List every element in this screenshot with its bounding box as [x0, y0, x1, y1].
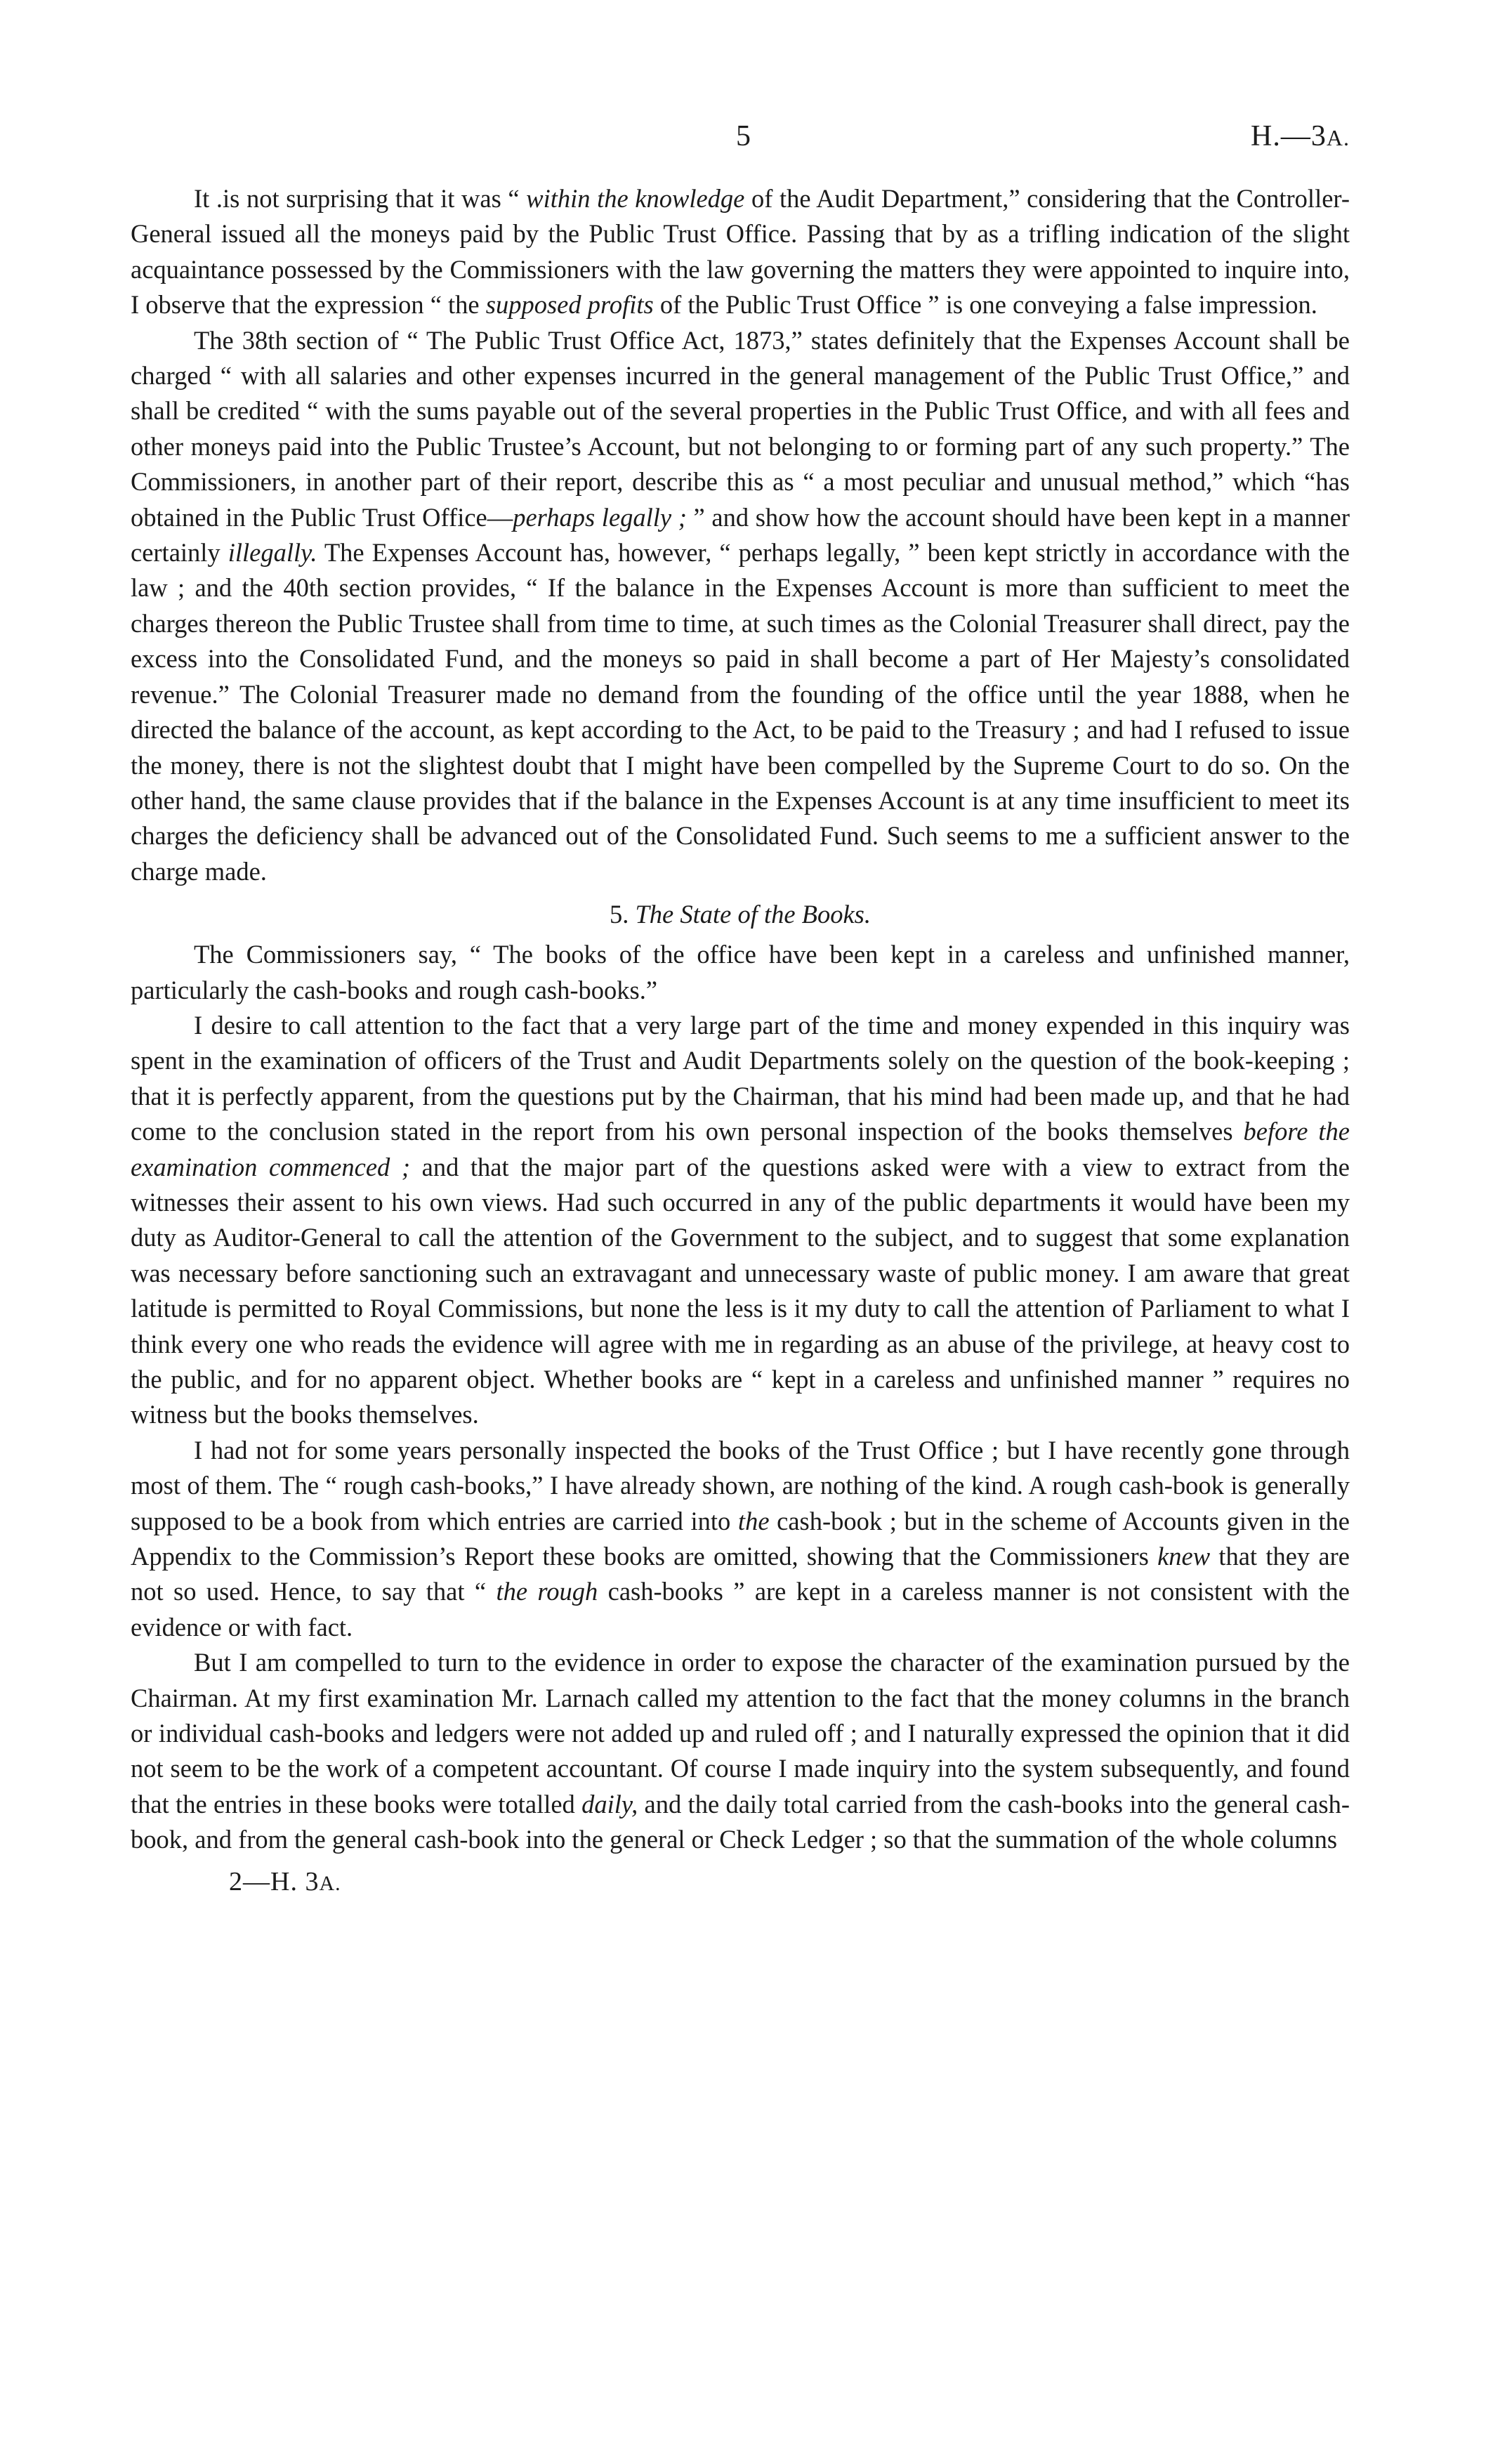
document-code	[1251, 119, 1350, 153]
section-title: The State of the Books.	[635, 900, 872, 929]
section-number: 5.	[609, 900, 636, 929]
paragraph: The Commissioners say, “ The books of the office have been kept in a careless and unfinished manner, particularly the cash-books and rough cash-books.”	[131, 940, 1350, 1004]
paragraph: It .is not surprising that it was “ within the knowledge of the Audit Department,” considering that the Controller-General issued all the moneys paid by the Public Trust Office. Passing that by as a trifling indication of the slight acquaintance possessed by the Commissioners with the law governing the matters they were appointed to inquire into, I observe that the expression “ the supposed profits of the Public Trust Office ” is one conveying a false impression.	[131, 184, 1350, 320]
page-header	[131, 119, 1350, 169]
italic-text: knew	[1157, 1542, 1211, 1571]
italic-text: illegally.	[228, 538, 317, 568]
signature-suffix: A.	[319, 1871, 341, 1895]
italic-text: perhaps legally ;	[513, 502, 687, 532]
paragraph: The 38th section of “ The Public Trust Office Act, 1873,” states definitely that the Expenses Account shall be charged “ with all salaries and other expenses incurred in the general management of the Public Trust Office,” and shall be credited “ with the sums payable out of the several properties in the Public Trust Office, and with all fees and other moneys paid into the Public Trustee’s Account, but not belonging to or forming part of any such property.” The Commissioners, in another part of their report, describe this as “ a most peculiar and unusual method,” which “has obtained in the Public Trust Office—perhaps legally ; ” and show how the account should have been kept in a manner certainly illegally. The Expenses Account has, however, “ perhaps legally, ” been kept strictly in accordance with the law ; and the 40th section provides, “ If the balance in the Expenses Account is more than sufficient to meet the charges thereon the Public Trustee shall from time to time, at such times as the Colonial Treasurer shall direct, pay the excess into the Consolidated Fund, and the moneys so paid in shall become a part of Her Majesty’s consolidated revenue.” The Colonial Treasurer made no demand from the founding of the office until the year 1888, when he directed the balance of the account, as kept according to the Act, to be paid to the Treasury ; and had I refused to issue the money, there is not the slightest doubt that I might have been compelled by the Supreme Court to do so. On the other hand, the same clause provides that if the balance in the Expenses Account is at any time insufficient to meet its charges the deficiency shall be advanced out of the Consolidated Fund. Such seems to me a sufficient answer to the charge made.	[131, 325, 1350, 886]
signature-main: 2—H. 3	[229, 1866, 320, 1896]
italic-text: daily,	[581, 1789, 638, 1818]
body-text	[131, 181, 1350, 1858]
section-heading	[131, 896, 1350, 933]
signature-mark	[229, 1863, 1350, 1902]
document-page	[131, 119, 1350, 1902]
document-code-main: H.—3	[1251, 120, 1327, 152]
italic-text: before the examination commenced ;	[131, 1117, 1350, 1181]
italic-text: within the knowledge	[526, 184, 745, 213]
paragraph: But I am compelled to turn to the evidence in order to expose the character of the examination pursued by the Chairman. At my first examination Mr. Larnach called my attention to the fact that the money columns in the branch or individual cash-books and ledgers were not added up and ruled off ; and I naturally expressed the opinion that it did not seem to be the work of a competent accountant. Of course I made inquiry into the system subsequently, and found that the entries in these books were totalled daily, and the daily total carried from the cash-books into the general cash-book, and from the general cash-book into the general or Check Ledger ; so that the summation of the whole columns	[131, 1648, 1350, 1854]
italic-text: the	[737, 1506, 770, 1535]
italic-text: supposed profits	[485, 290, 654, 320]
document-code-suffix: A.	[1326, 125, 1350, 150]
paragraph: I had not for some years personally inspected the books of the Trust Office ; but I have recently gone through most of them. The “ rough cash-books,” I have already shown, are nothing of the kind. A rough cash-book is generally supposed to be a book from which entries are carried into the cash-book ; but in the scheme of Accounts given in the Appendix to the Commission’s Report these books are omitted, showing that the Commissioners knew that they are not so used. Hence, to say that “ the rough cash-books ” are kept in a careless manner is not consistent with the evidence or with fact.	[131, 1435, 1350, 1641]
page-number: 5	[736, 120, 751, 152]
paragraph: I desire to call attention to the fact that a very large part of the time and money expended in this inquiry was spent in the examination of officers of the Trust and Audit Departments solely on the question of the book-keeping ; that it is perfectly apparent, from the questions put by the Chairman, that his mind had been made up, and that he had come to the conclusion stated in the report from his own personal inspection of the books themselves before the examination commenced ; and that the major part of the questions asked were with a view to extract from the witnesses their assent to his own views. Had such occurred in any of the public departments it would have been my duty as Auditor-General to call the attention of the Government to the subject, and to suggest that some explanation was necessary before sanctioning such an extravagant and unnecessary waste of public money. I am aware that great latitude is permitted to Royal Commissions, but none the less is it my duty to call the attention of Parliament to what I think every one who reads the evidence will agree with me in regarding as an abuse of the privilege, at heavy cost to the public, and for no apparent object. Whether books are “ kept in a careless and unfinished manner ” requires no witness but the books themselves.	[131, 1010, 1350, 1429]
italic-text: the rough	[496, 1577, 598, 1606]
